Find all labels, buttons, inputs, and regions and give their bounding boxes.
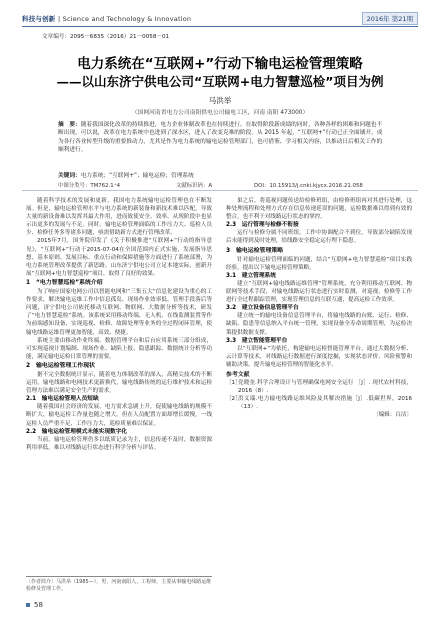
author-name: 马洪举 <box>208 96 232 105</box>
body-paragraph: 为了响应国家电网公司以智能电网和“三集五大”信息化建设为重心的工作要求，解决输电运维工作中信息孤岛、现场作业效率低、管理手段落后等问题，济宁供电公司依托移动互联网、物联网、大数据分析等技术，研发了“电力智慧巡检”系统。该系统采用移动终端、无人机、在线监测装置等作为前端感知设备，实现巡视、检修、故障处理等业务的全过程闭环管理，使输电线路运维管理更加智能、高效、便捷。 <box>26 289 212 336</box>
body-paragraph: 建立“互联网+输电线路运维管理”管理系统，充分利用移动互联网、物联网等技术手段，对输电线路运行状态进行实时监测，对巡视、检修等工作进行全过程跟踪管理，实现管理信息的互联互通，提高运检工作效率。 <box>226 280 412 304</box>
article-ids: 文章编号：2095－6835（2016）21－0058－01 <box>42 34 170 40</box>
keywords-label: 关键词： <box>58 173 81 179</box>
abstract-text: 随着我国深化改革的持续推进，电力企业体制改革也在持续进行。在取得阶段新成绩的同时，各种各样的困难和问题也不断出现。可以说，改革在电力系统中也进到了深水区，进入了改变克难的阶段。从 2015 年起，“互联网+”行动已正全面铺开，成为各行各业转型升级的重要推动力，尤其是作为电力系统的输电运检管理部门，也可借鉴、学习相关内容，以推动日后相关工作的顺利进行。 <box>58 122 383 154</box>
editor-note: 〔编辑：白洁〕 <box>373 412 412 419</box>
body-column-right <box>226 197 412 420</box>
body-paragraph: 针对输电运检管理面临的问题，结合“互联网+电力智慧巡检”项目实践经验，提出以下输电运检管理策略。 <box>226 256 412 271</box>
abstract <box>58 121 384 155</box>
section-heading: 2.3 运行管理与检修不衔接 <box>226 222 299 229</box>
document-code: 文献标识码：A <box>176 183 213 189</box>
section-heading: 3.2 建立设备信息管理平台 <box>226 305 299 312</box>
reference-text: 党晓奎.科学合理设计与管理确保电网安全运行 ［J］. 现代农村科技，2016（8）. <box>238 380 412 395</box>
body-paragraph: 建立统一的输电设备信息管理平台，将输电线路的台账、运行、检修、缺陷、隐患等信息纳入平台统一管理，实现设备全寿命周期管理，为运检决策提供数据支撑。 <box>226 313 412 336</box>
body-paragraph: 据不完全数据统计显示，随着电力体制改革的深入，高精尖技术的不断运用，输电线路和电网技术更新换代，输电线路传统的运行维护技术和运检管理方法难以满足安全生产的需求。 <box>26 371 212 395</box>
classification-line <box>58 181 384 189</box>
reference-number: ［2］ <box>226 396 241 403</box>
doi: DOI：10.15913/j.cnki.kjycx.2016.21.058 <box>254 183 363 189</box>
section-heading: 3.3 建立智能管理平台 <box>226 337 288 344</box>
section-heading: 2 输电运检管理工作现状 <box>26 362 95 369</box>
body-paragraph: 随着科学技术的发展和更新，我国电力系统输电运检管理也在不断发展。但是，输电运检管理水平与电力系统的新装备和新技术难以匹配，导致大量的新设备难以发挥其最大作用，进而致使安全、效率、从现阶段中也显示出更多的发展与不足。同时，输电运检管理面临的工作压力大、巡检人员少、检修任务多等诸多问题，亟需借助新方式进行管理改革。 <box>26 198 212 237</box>
body-column-right-content <box>226 197 412 369</box>
clc-number: 中图分类号：TM762.1⁺4 <box>58 183 120 189</box>
section-heading: 2.1 输电运检管理人员短缺 <box>26 396 99 403</box>
body-paragraph: 2015年7月，国务院印发了《关于积极推进“互联网+”行动的指导意见》，“互联网+”行动于2015-07-04在全国范围内正式实施，发展指导思想、基本原则、发展目标、重点行动和保障措施等方面进行了系统部署，为电力系统管理改革提供了新思路。山东济宁供电公司立足本地实际，创新开展“互联网+电力智慧巡检”项目，取得了良好的效果。 <box>26 238 212 277</box>
page-number-text: 58 <box>34 601 43 609</box>
header-divider <box>22 190 418 191</box>
article-title: 电力系统在“互联网+”行动下输电运检管理策略 <box>77 56 363 72</box>
page-marker-icon <box>26 603 30 607</box>
reference-item-1 <box>226 379 412 395</box>
references <box>226 371 412 420</box>
body-paragraph: 以“互联网+”为依托，构建输电运检智能管理平台，通过大数据分析、云计算等技术，对线路运行数据进行深度挖掘，实现状态评价、风险预警和辅助决策，提升输电运检管理的智能化水平。 <box>226 345 412 368</box>
body-paragraph: 系统主要由移动作业终端、数据管理平台和后台应用系统三部分组成，可实现巡视计划编制、现场作业、缺陷上报、隐患跟踪、数据统计分析等功能，满足输电运检日常管理的需要。 <box>26 337 212 360</box>
page-number <box>26 601 43 609</box>
issue-badge: 2016年 第21期 <box>362 12 418 25</box>
keywords-text: 电力系统；“互联网+”；输电运检；管理系统 <box>80 173 194 179</box>
journal-name-cn: 科技与创新 <box>22 15 56 23</box>
running-header <box>22 10 418 27</box>
journal-name-en-text: Science and Technology & Innovation <box>62 15 192 23</box>
body-paragraph: 随着我国社会经济的发展，电力需求急剧上升，促使输电线路的规模不断扩大，输电运检工作量也随之增大。但在人员配置方面却增长缓慢，一线运检人员严重不足，工作压力大，巡检质量难以保证。 <box>26 404 212 427</box>
reference-text: 洪义瑞.电力输电线路运维风险及其解决措施［J］.低碳世界，2016（13）. <box>238 396 412 411</box>
reference-item-2 <box>226 395 412 411</box>
journal-name-en: | Science and Technology & Innovation <box>57 15 192 23</box>
section-heading: 3 输电运检管理策略 <box>226 247 284 254</box>
section-heading: 1 “电力智慧巡检”系统介绍 <box>26 279 103 286</box>
article-subtitle: ——以山东济宁供电公司“互联网+电力智慧巡检”项目为例 <box>56 74 384 89</box>
section-heading: 2.2 输电运检管理模式未能实现数字化 <box>26 428 128 435</box>
journal-name <box>22 14 191 23</box>
abstract-label: 摘 要： <box>58 122 81 128</box>
references-title: 参考文献 <box>226 371 250 378</box>
section-heading: 3.1 建立管理系统 <box>226 272 276 279</box>
author-affiliation: （国网河南省电力公司南阳供电公司输电工区，河南 南阳 473000） <box>131 110 309 116</box>
body-column-left <box>26 197 212 452</box>
body-paragraph: 当前，输电运检管理仍多以纸质记录为主，信息传递不及时，数据资源利用率低，难以对线路运行状态进行科学分析与评估。 <box>26 436 212 451</box>
author-footnote: 〔作者简介〕马洪举（1985—），男，河南南阳人，工程师，主要从事输电线路运维检修及管理工作。 <box>26 576 212 593</box>
reference-number: ［1］ <box>226 380 241 387</box>
body-paragraph: 果之后，将巡视问题传送给检修班组，由检修班组再对其进行处理，这种处理流程和处理方式存在信息传递延误的问题，运检数据难以得到有效的整合，也不利于对线路运行状态的掌控。 <box>226 198 412 221</box>
keywords <box>58 170 384 179</box>
body-paragraph: 运行与检修分属不同班组，工作中协调配合不到位，导致部分缺陷发现后未能得到及时处理，给线路安全稳定运行埋下隐患。 <box>226 230 412 245</box>
